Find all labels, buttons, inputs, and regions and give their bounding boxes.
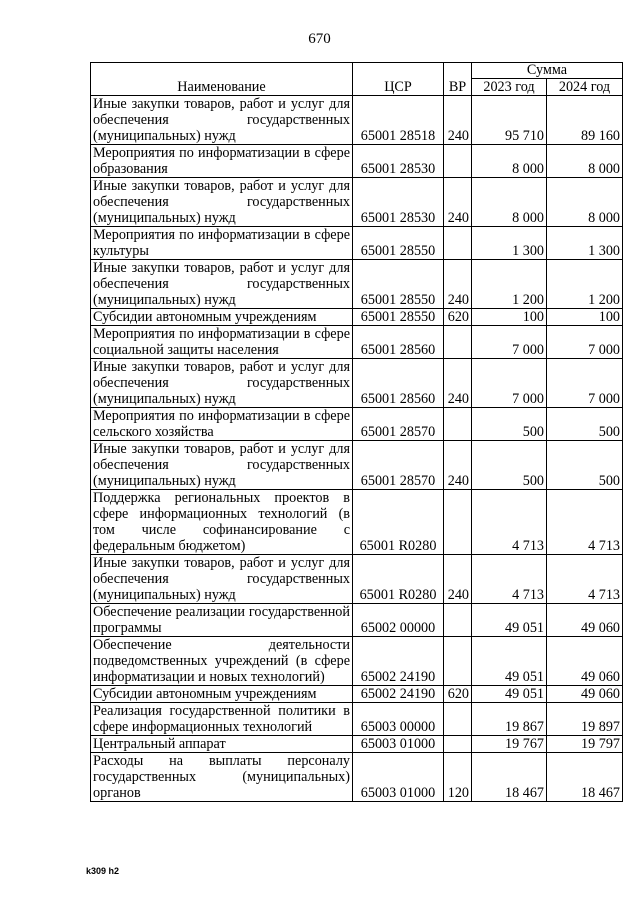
row-csr: 65002 24190 [353, 686, 444, 703]
row-vr: 620 [444, 686, 472, 703]
row-name: Мероприятия по информатизации в сфере социальной защиты населения [91, 326, 353, 359]
row-amount-2024: 500 [547, 441, 623, 490]
row-amount-2024: 4 713 [547, 490, 623, 555]
row-amount-2024: 19 797 [547, 736, 623, 753]
row-csr: 65001 28550 [353, 309, 444, 326]
row-name: Субсидии автономным учреждениям [91, 686, 353, 703]
table-body [91, 96, 623, 802]
row-csr: 65002 24190 [353, 637, 444, 686]
row-vr: 240 [444, 441, 472, 490]
row-vr [444, 490, 472, 555]
table-row [91, 604, 623, 637]
row-amount-2023: 100 [472, 309, 547, 326]
header-vr: ВР [444, 63, 472, 96]
row-vr [444, 604, 472, 637]
footer-code: k309 h2 [86, 866, 120, 876]
row-vr: 240 [444, 96, 472, 145]
row-vr [444, 326, 472, 359]
row-name: Иные закупки товаров, работ и услуг для обеспечения государственных (муниципальных) нужд [91, 555, 353, 604]
row-name: Иные закупки товаров, работ и услуг для обеспечения государственных (муниципальных) нужд [91, 260, 353, 309]
row-amount-2024: 89 160 [547, 96, 623, 145]
row-name: Мероприятия по информатизации в сфере культуры [91, 227, 353, 260]
table-row [91, 441, 623, 490]
table-header-row [91, 63, 623, 79]
row-csr: 65001 28570 [353, 441, 444, 490]
table-row [91, 96, 623, 145]
row-csr: 65001 28570 [353, 408, 444, 441]
row-amount-2023: 49 051 [472, 686, 547, 703]
row-vr [444, 736, 472, 753]
table-row [91, 686, 623, 703]
row-amount-2024: 8 000 [547, 145, 623, 178]
row-amount-2024: 7 000 [547, 359, 623, 408]
table-row [91, 309, 623, 326]
table-row [91, 555, 623, 604]
table-row [91, 408, 623, 441]
row-csr: 65003 01000 [353, 753, 444, 802]
row-amount-2024: 1 200 [547, 260, 623, 309]
row-vr: 240 [444, 359, 472, 408]
row-name: Иные закупки товаров, работ и услуг для обеспечения государственных (муниципальных) нужд [91, 441, 353, 490]
row-name: Поддержка региональных проектов в сфере информационных технологий (в том числе софинансирование с федеральным бюджетом) [91, 490, 353, 555]
row-vr: 240 [444, 555, 472, 604]
row-amount-2024: 4 713 [547, 555, 623, 604]
table-row [91, 736, 623, 753]
row-name: Реализация государственной политики в сфере информационных технологий [91, 703, 353, 736]
row-csr: 65003 00000 [353, 703, 444, 736]
row-amount-2024: 500 [547, 408, 623, 441]
table-row [91, 359, 623, 408]
row-csr: 65003 01000 [353, 736, 444, 753]
row-csr: 65001 28518 [353, 96, 444, 145]
table-row [91, 326, 623, 359]
row-amount-2023: 49 051 [472, 637, 547, 686]
row-amount-2024: 100 [547, 309, 623, 326]
row-vr [444, 703, 472, 736]
row-name: Обеспечение реализации государственной программы [91, 604, 353, 637]
row-vr: 620 [444, 309, 472, 326]
row-name: Обеспечение деятельности подведомственных учреждений (в сфере информатизации и новых технологий) [91, 637, 353, 686]
row-amount-2023: 4 713 [472, 555, 547, 604]
header-year-2024: 2024 год [547, 79, 623, 96]
row-csr: 65001 28550 [353, 227, 444, 260]
table-row [91, 703, 623, 736]
header-sum: Сумма [472, 63, 623, 79]
row-amount-2024: 49 060 [547, 686, 623, 703]
row-name: Иные закупки товаров, работ и услуг для обеспечения государственных (муниципальных) нужд [91, 178, 353, 227]
row-amount-2023: 18 467 [472, 753, 547, 802]
row-csr: 65002 00000 [353, 604, 444, 637]
table-row [91, 178, 623, 227]
table-row [91, 637, 623, 686]
row-csr: 65001 28530 [353, 145, 444, 178]
row-amount-2023: 7 000 [472, 359, 547, 408]
page-number: 670 [308, 31, 331, 47]
table-row [91, 260, 623, 309]
row-amount-2023: 8 000 [472, 145, 547, 178]
budget-table [90, 62, 623, 802]
row-amount-2023: 500 [472, 441, 547, 490]
row-vr: 240 [444, 178, 472, 227]
row-amount-2023: 7 000 [472, 326, 547, 359]
row-vr [444, 408, 472, 441]
row-amount-2023: 19 767 [472, 736, 547, 753]
row-vr [444, 227, 472, 260]
table-row [91, 145, 623, 178]
header-csr: ЦСР [353, 63, 444, 96]
row-name: Центральный аппарат [91, 736, 353, 753]
row-amount-2024: 19 897 [547, 703, 623, 736]
row-name: Иные закупки товаров, работ и услуг для обеспечения государственных (муниципальных) нужд [91, 359, 353, 408]
row-vr: 240 [444, 260, 472, 309]
row-vr [444, 145, 472, 178]
row-csr: 65001 28560 [353, 326, 444, 359]
row-name: Субсидии автономным учреждениям [91, 309, 353, 326]
table-row [91, 227, 623, 260]
row-name: Мероприятия по информатизации в сфере сельского хозяйства [91, 408, 353, 441]
row-csr: 65001 28560 [353, 359, 444, 408]
row-name: Расходы на выплаты персоналу государственных (муниципальных) органов [91, 753, 353, 802]
row-amount-2024: 49 060 [547, 604, 623, 637]
header-year-2023: 2023 год [472, 79, 547, 96]
row-csr: 65001 R0280 [353, 555, 444, 604]
row-amount-2023: 19 867 [472, 703, 547, 736]
row-name: Мероприятия по информатизации в сфере образования [91, 145, 353, 178]
row-vr: 120 [444, 753, 472, 802]
row-csr: 65001 28530 [353, 178, 444, 227]
row-csr: 65001 R0280 [353, 490, 444, 555]
row-amount-2023: 4 713 [472, 490, 547, 555]
row-name: Иные закупки товаров, работ и услуг для обеспечения государственных (муниципальных) нужд [91, 96, 353, 145]
table-row [91, 753, 623, 802]
row-vr [444, 637, 472, 686]
header-name: Наименование [91, 63, 353, 96]
row-csr: 65001 28550 [353, 260, 444, 309]
row-amount-2024: 1 300 [547, 227, 623, 260]
row-amount-2023: 500 [472, 408, 547, 441]
row-amount-2023: 95 710 [472, 96, 547, 145]
row-amount-2024: 49 060 [547, 637, 623, 686]
row-amount-2023: 49 051 [472, 604, 547, 637]
row-amount-2023: 1 200 [472, 260, 547, 309]
row-amount-2024: 8 000 [547, 178, 623, 227]
table-row [91, 490, 623, 555]
row-amount-2024: 7 000 [547, 326, 623, 359]
row-amount-2023: 1 300 [472, 227, 547, 260]
row-amount-2024: 18 467 [547, 753, 623, 802]
row-amount-2023: 8 000 [472, 178, 547, 227]
